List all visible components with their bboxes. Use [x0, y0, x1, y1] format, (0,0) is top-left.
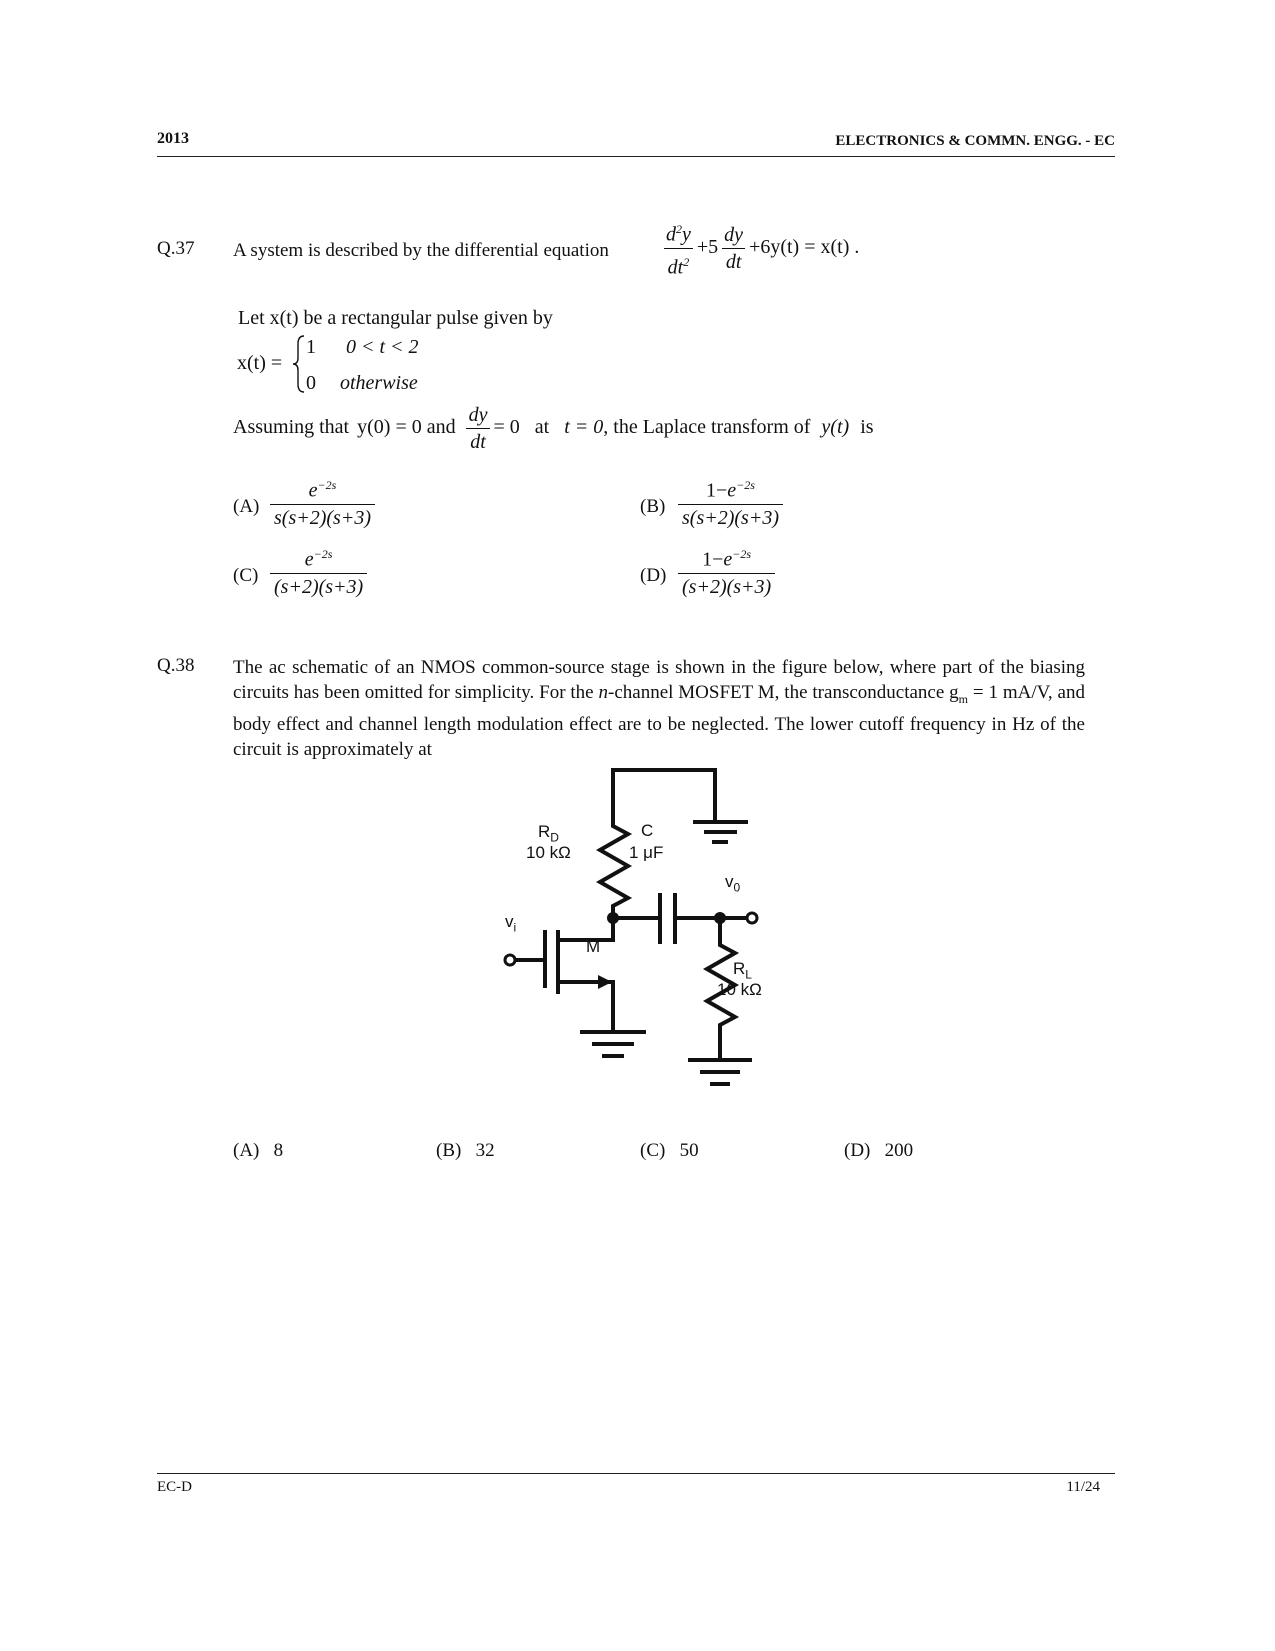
q38-option-b: (B) 32	[436, 1140, 495, 1161]
q37-case2-cond: otherwise	[340, 372, 418, 394]
q37-option-a-label: (A)	[233, 496, 260, 517]
q37-xt-lhs: x(t) =	[237, 352, 283, 374]
rl-value: 10 kΩ	[717, 980, 762, 999]
q37-let-line: Let x(t) be a rectangular pulse given by	[238, 307, 553, 329]
q37-option-d-expr: $\frac{1-e^{-2s}}{(s+2)(s+3)}$	[676, 543, 777, 598]
q37-eq-tail: +6y(t) = x(t) .	[749, 235, 860, 258]
rl-label: $R_L$	[733, 959, 752, 982]
q37-option-c-expr: $\frac{e^{-2s}}{(s+2)(s+3)}$	[268, 543, 369, 598]
q37-dy-dt: $\frac{dy}{dt}$	[720, 224, 747, 273]
q37-case2-val: 0	[306, 372, 316, 394]
drain-node	[607, 912, 619, 924]
q37-option-c-label: (C)	[233, 565, 259, 586]
mosfet-source-arrow	[598, 975, 612, 989]
q37-option-a-expr: $\frac{e^{-2s}}{s(s+2)(s+3)}$	[268, 474, 377, 529]
q37-brace	[292, 334, 306, 399]
vo-terminal	[747, 913, 757, 923]
q38-text: The ac schematic of an NMOS common-source stage is shown in the figure below, where part of the biasing circuits has been omitted for simplicity. For the n-channel MOSFET M, the transconductance $g_m = 1$ mA/V, and body effect and channel length modulation effect are to be neglected. The lower cutoff frequency in Hz of the circuit is approximately at	[233, 657, 1085, 760]
q37-option-b-expr: $\frac{1-e^{-2s}}{s(s+2)(s+3)}$	[676, 474, 785, 529]
q37-option-b-label: (B)	[640, 496, 666, 517]
cap-label: C	[641, 821, 654, 840]
q38-number: Q.38	[157, 655, 195, 676]
q37-case1-val: 1	[306, 336, 316, 358]
q38-option-d: (D) 200	[844, 1140, 914, 1161]
mosfet-label: M	[586, 937, 601, 956]
q37-case1-cond: 0 < t < 2	[346, 336, 419, 358]
rd-value: 10 kΩ	[526, 843, 571, 862]
q38-circuit-diagram	[500, 760, 820, 1140]
footer-page: 11/24	[1066, 1479, 1100, 1495]
header-year: 2013	[157, 130, 189, 147]
q37-intro: A system is described by the differential equation	[233, 240, 609, 261]
q38-option-a: (A) 8	[233, 1140, 284, 1161]
q37-plus5: +5	[696, 235, 719, 258]
vi-label: $v_i$	[505, 912, 517, 935]
rd-label: $R_D$	[538, 822, 559, 845]
rd-resistor	[600, 822, 628, 918]
header-rule	[157, 156, 1115, 157]
footer-rule	[157, 1473, 1115, 1474]
q38-option-c: (C) 50	[640, 1140, 699, 1161]
output-node	[714, 912, 726, 924]
q37-number: Q.37	[157, 238, 195, 259]
footer-code: EC-D	[157, 1479, 192, 1495]
q37-differential-equation	[660, 218, 859, 278]
q37-assume-line: Assuming that y(0) = 0 and $\frac{dy}{dt}$ = 0 at t = 0, the Laplace transform of y(t) is	[233, 404, 874, 453]
header-subject: ELECTRONICS & COMMN. ENGG. - EC	[835, 133, 1115, 149]
vo-label: $v_0$	[725, 872, 741, 895]
cap-value: 1 μF	[629, 843, 664, 862]
top-wire	[613, 770, 715, 822]
vi-terminal	[505, 955, 515, 965]
q37-d2y-dt2: $\frac{d^2y}{dt^2}$	[662, 218, 695, 278]
q37-option-d-label: (D)	[640, 565, 667, 586]
